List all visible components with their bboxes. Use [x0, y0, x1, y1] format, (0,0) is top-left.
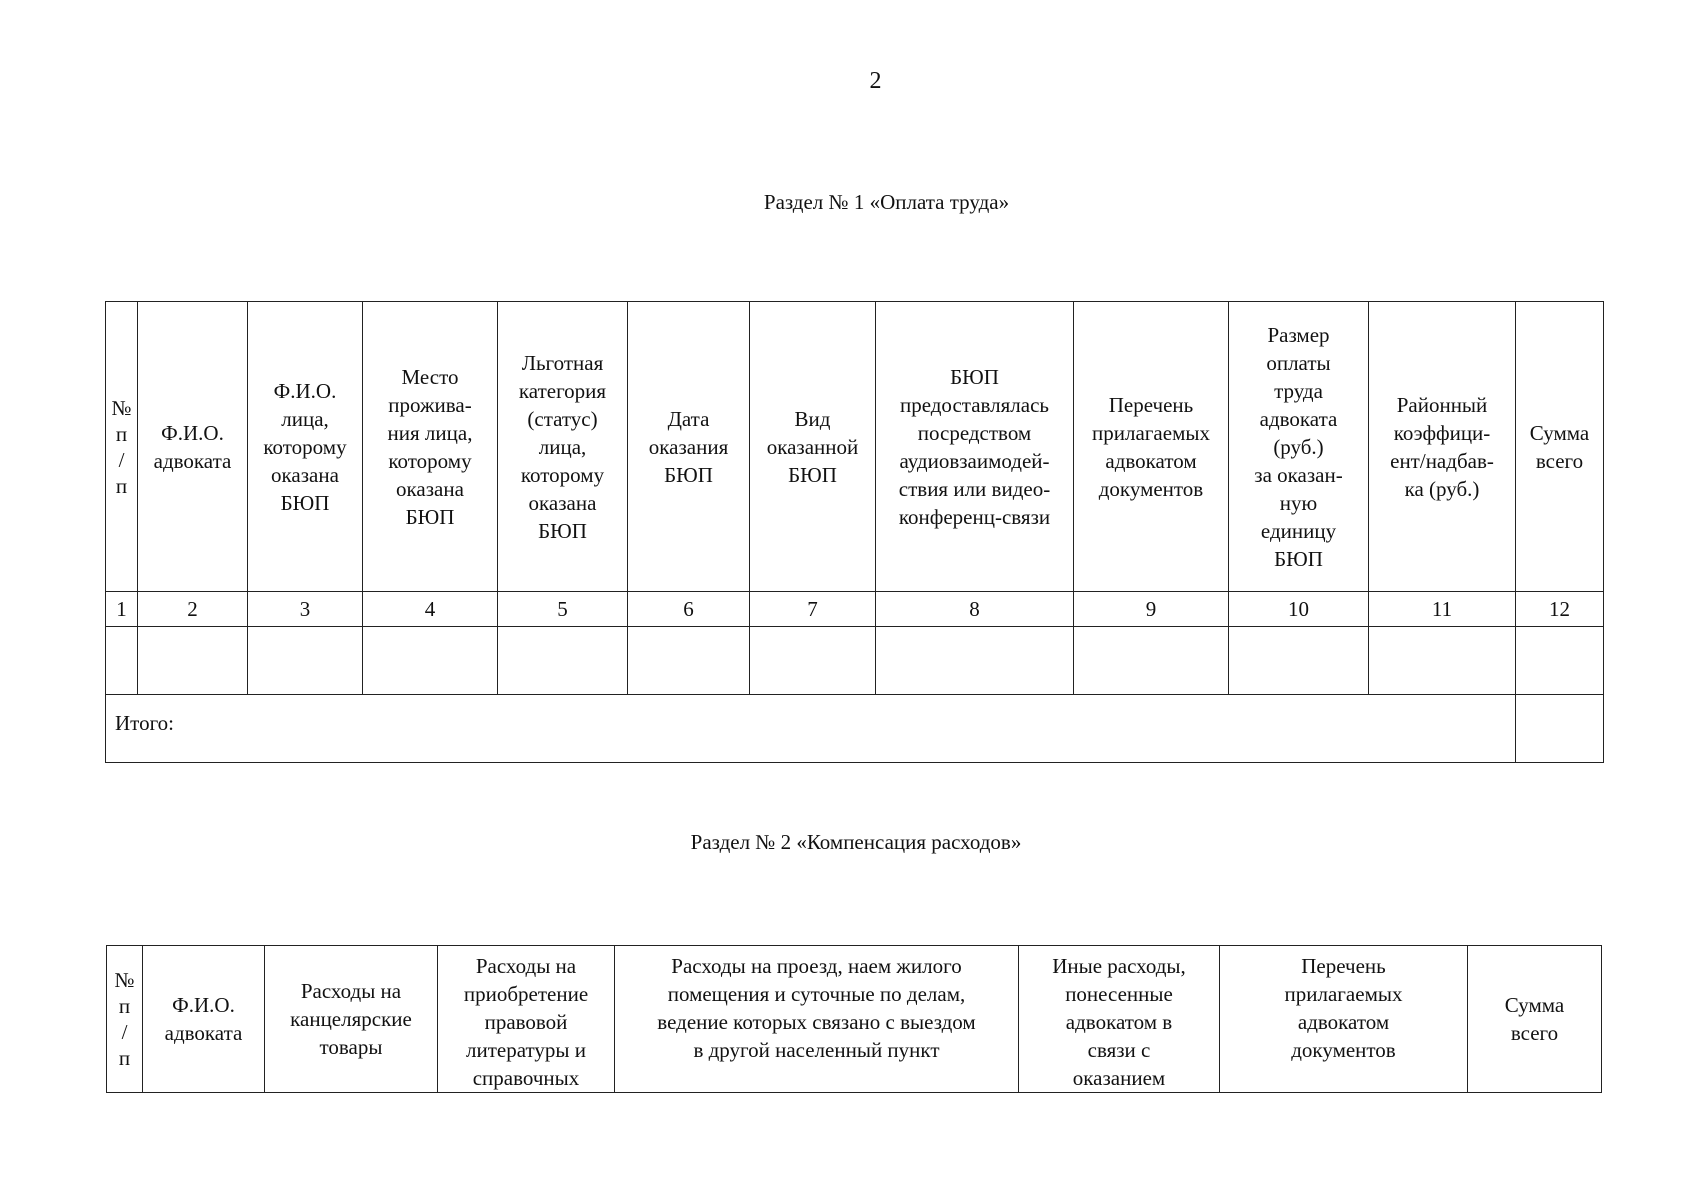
- empty-cell[interactable]: [1369, 627, 1516, 695]
- empty-cell[interactable]: [628, 627, 750, 695]
- section-1-title: Раздел № 1 «Оплата труда»: [763, 190, 1010, 214]
- col-number: 8: [876, 592, 1074, 627]
- column-number-row: [106, 592, 1604, 627]
- col-header-residence: Место прожива- ния лица, которому оказана БЮП: [363, 302, 498, 592]
- col-header-number: № п / п: [107, 946, 143, 1093]
- total-row: [106, 695, 1604, 763]
- total-label: Итого:: [106, 695, 1516, 763]
- empty-cell[interactable]: [248, 627, 363, 695]
- col-number: 6: [628, 592, 750, 627]
- col-header-recipient-name: Ф.И.О. лица, которому оказана БЮП: [248, 302, 363, 592]
- col-header-total-sum: Сумма всего: [1516, 302, 1604, 592]
- section-2-title: Раздел № 2 «Компенсация расходов»: [690, 830, 1022, 854]
- col-number: 11: [1369, 592, 1516, 627]
- col-header-regional-coefficient: Районный коэффици- ент/надбав- ка (руб.): [1369, 302, 1516, 592]
- empty-cell[interactable]: [750, 627, 876, 695]
- header-row: [107, 946, 1602, 1093]
- col-number: 10: [1229, 592, 1369, 627]
- col-header-travel-expenses: Расходы на проезд, наем жилого помещения и суточные по делам, ведение которых связано с выездом в другой населенный пункт: [615, 946, 1019, 1093]
- empty-cell[interactable]: [876, 627, 1074, 695]
- col-header-other-expenses: Иные расходы, понесенные адвокатом в связи с оказанием: [1019, 946, 1220, 1093]
- col-number: 4: [363, 592, 498, 627]
- empty-cell[interactable]: [1516, 627, 1604, 695]
- col-header-total-sum: Сумма всего: [1468, 946, 1602, 1093]
- col-header-documents: Перечень прилагаемых адвокатом документов: [1074, 302, 1229, 592]
- total-sum-cell[interactable]: [1516, 695, 1604, 763]
- col-number: 2: [138, 592, 248, 627]
- empty-cell[interactable]: [498, 627, 628, 695]
- col-header-aid-type: Вид оказанной БЮП: [750, 302, 876, 592]
- col-header-date: Дата оказания БЮП: [628, 302, 750, 592]
- col-number: 9: [1074, 592, 1229, 627]
- col-number: 7: [750, 592, 876, 627]
- empty-cell[interactable]: [363, 627, 498, 695]
- col-number: 12: [1516, 592, 1604, 627]
- col-number: 3: [248, 592, 363, 627]
- empty-cell[interactable]: [138, 627, 248, 695]
- col-header-lawyer-name: Ф.И.О. адвоката: [143, 946, 265, 1093]
- empty-cell[interactable]: [106, 627, 138, 695]
- header-row: [106, 302, 1604, 592]
- col-header-documents: Перечень прилагаемых адвокатом документов: [1220, 946, 1468, 1093]
- col-header-number: № п / п: [106, 302, 138, 592]
- col-header-benefit-category: Льготная категория (статус) лица, которому оказана БЮП: [498, 302, 628, 592]
- col-header-stationery-expenses: Расходы на канцелярские товары: [265, 946, 438, 1093]
- empty-cell[interactable]: [1229, 627, 1369, 695]
- empty-data-row: [106, 627, 1604, 695]
- col-header-lawyer-name: Ф.И.О. адвоката: [138, 302, 248, 592]
- empty-cell[interactable]: [1074, 627, 1229, 695]
- col-header-video-conference: БЮП предоставлялась посредством аудиовзаимодей- ствия или видео- конференц-связи: [876, 302, 1074, 592]
- page-number: 2: [869, 68, 882, 94]
- expense-compensation-table: [106, 945, 1602, 1093]
- col-number: 5: [498, 592, 628, 627]
- col-header-payment-amount: Размер оплаты труда адвоката (руб.) за оказан- ную единицу БЮП: [1229, 302, 1369, 592]
- labor-payment-table: [105, 301, 1604, 763]
- col-number: 1: [106, 592, 138, 627]
- col-header-literature-expenses: Расходы на приобретение правовой литературы и справочных: [438, 946, 615, 1093]
